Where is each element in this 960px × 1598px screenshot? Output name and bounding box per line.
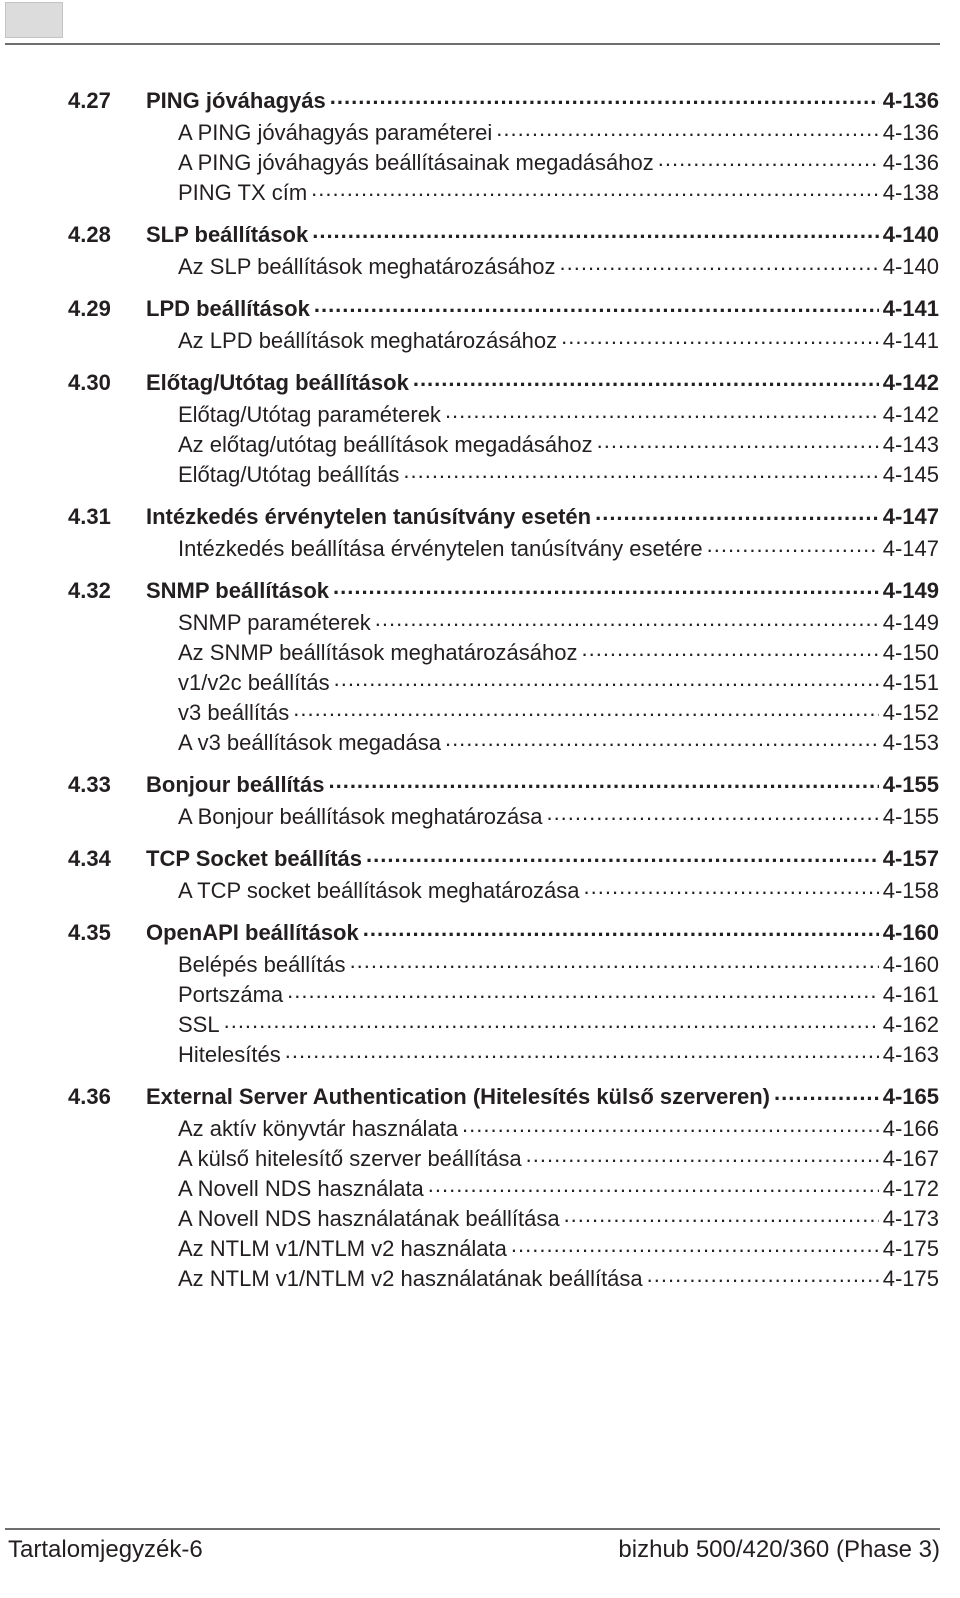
toc-entry-title: LPD beállítások: [146, 296, 310, 321]
toc-page-number: 4-162: [882, 1012, 939, 1037]
toc-section-entry[interactable]: [68, 574, 939, 608]
toc-dot-leader: [328, 770, 878, 792]
toc-dot-leader: [707, 534, 879, 556]
toc-dot-leader: [403, 460, 878, 482]
toc-entry-title: Az aktív könyvtár használata: [178, 1116, 459, 1141]
toc-page-number: 4-149: [882, 610, 939, 635]
toc-dot-leader: [658, 148, 879, 170]
toc-section-number: 4.30: [68, 370, 111, 395]
toc-entry-title: A PING jóváhagyás beállításainak megadásához: [178, 150, 654, 175]
toc-page-number: 4-167: [882, 1146, 939, 1171]
toc-dot-leader: [526, 1144, 879, 1166]
toc-page-number: 4-161: [882, 982, 939, 1007]
toc-page-number: 4-136: [882, 150, 939, 175]
toc-page-number: 4-158: [882, 878, 939, 903]
toc-page-number: 4-155: [882, 804, 939, 829]
toc-entry-title: Az előtag/utótag beállítások megadásához: [178, 432, 593, 457]
toc-dot-leader: [413, 368, 879, 390]
toc-entry-title: SLP beállítások: [146, 222, 309, 247]
toc-page-number: 4-140: [882, 222, 939, 247]
toc-entry-title: v3 beállítás: [178, 700, 290, 725]
toc-entry-title: Előtag/Utótag paraméterek: [178, 402, 441, 427]
toc-page-number: 4-160: [882, 952, 939, 977]
header-tab-box: [5, 2, 63, 38]
toc-subsection-entry[interactable]: [68, 1174, 939, 1204]
toc-dot-leader: [314, 294, 879, 316]
toc-entry-title: A Novell NDS használata: [178, 1176, 424, 1201]
toc-entry-title: A Bonjour beállítások meghatározása: [178, 804, 543, 829]
toc-dot-leader: [445, 728, 879, 750]
toc-dot-leader: [330, 86, 879, 108]
toc-dot-leader: [774, 1082, 879, 1104]
toc-section-number: 4.35: [68, 920, 111, 945]
toc-entry-title: SNMP beállítások: [146, 578, 329, 603]
toc-entry-title: Az NTLM v1/NTLM v2 használatának beállítása: [178, 1266, 643, 1291]
toc-subsection-entry[interactable]: [68, 876, 939, 906]
toc-subsection-entry[interactable]: [68, 980, 939, 1010]
toc-dot-leader: [312, 220, 879, 242]
toc-entry-title: A Novell NDS használatának beállítása: [178, 1206, 560, 1231]
toc-entry-title: External Server Authentication (Hitelesítés külső szerveren): [146, 1084, 770, 1109]
toc-entry-title: SNMP paraméterek: [178, 610, 371, 635]
toc-page-number: 4-141: [882, 328, 939, 353]
toc-dot-leader: [293, 698, 878, 720]
toc-entry-title: PING jóváhagyás: [146, 88, 326, 113]
toc-page-number: 4-145: [882, 462, 939, 487]
footer-product-label: bizhub 500/420/360 (Phase 3): [618, 1536, 940, 1563]
toc-section-entry[interactable]: [68, 842, 939, 876]
toc-page-number: 4-155: [882, 772, 939, 797]
toc-subsection-entry[interactable]: [68, 400, 939, 430]
toc-entry-title: Az SLP beállítások meghatározásához: [178, 254, 556, 279]
footer-divider: [5, 1528, 940, 1530]
toc-entry-title: Előtag/Utótag beállítások: [146, 370, 409, 395]
toc-page-number: 4-142: [882, 402, 939, 427]
toc-subsection-entry[interactable]: [68, 178, 939, 208]
toc-subsection-entry[interactable]: [68, 950, 939, 980]
toc-page-number: 4-136: [882, 88, 939, 113]
toc-page-number: 4-160: [882, 920, 939, 945]
toc-dot-leader: [496, 118, 878, 140]
toc-entry-title: Hitelesítés: [178, 1042, 281, 1067]
toc-section-entry[interactable]: [68, 218, 939, 252]
toc-subsection-entry[interactable]: [68, 1234, 939, 1264]
toc-dot-leader: [560, 252, 879, 274]
toc-page-number: 4-143: [882, 432, 939, 457]
toc-dot-leader: [333, 576, 879, 598]
toc-section-number: 4.34: [68, 846, 111, 871]
toc-page-number: 4-147: [882, 536, 939, 561]
toc-entry-title: TCP Socket beállítás: [146, 846, 363, 871]
toc-section-entry[interactable]: [68, 292, 939, 326]
toc-page-number: 4-149: [882, 578, 939, 603]
footer-page-label: Tartalomjegyzék-6: [8, 1536, 203, 1563]
toc-entry-title: PING TX cím: [178, 180, 308, 205]
toc-subsection-entry[interactable]: [68, 1114, 939, 1144]
toc-subsection-entry[interactable]: [68, 1264, 939, 1294]
toc-page-number: 4-152: [882, 700, 939, 725]
toc-page-number: 4-173: [882, 1206, 939, 1231]
toc-page-number: 4-153: [882, 730, 939, 755]
toc-dot-leader: [224, 1010, 879, 1032]
toc-page-number: 4-147: [882, 504, 939, 529]
toc-subsection-entry[interactable]: [68, 1204, 939, 1234]
toc-dot-leader: [584, 876, 879, 898]
toc-page-number: 4-163: [882, 1042, 939, 1067]
toc-section-number: 4.36: [68, 1084, 111, 1109]
toc-dot-leader: [334, 668, 879, 690]
toc-dot-leader: [287, 980, 879, 1002]
toc-section-entry[interactable]: [68, 366, 939, 400]
toc-section-entry[interactable]: [68, 916, 939, 950]
toc-dot-leader: [445, 400, 879, 422]
toc-subsection-entry[interactable]: [68, 802, 939, 832]
toc-page-number: 4-138: [882, 180, 939, 205]
toc-subsection-entry[interactable]: [68, 638, 939, 668]
toc-subsection-entry[interactable]: [68, 608, 939, 638]
toc-entry-title: A PING jóváhagyás paraméterei: [178, 120, 493, 145]
toc-dot-leader: [581, 638, 878, 660]
toc-entry-title: Az LPD beállítások meghatározásához: [178, 328, 558, 353]
table-of-contents: [68, 84, 939, 1294]
toc-subsection-entry[interactable]: [68, 252, 939, 282]
toc-page-number: 4-166: [882, 1116, 939, 1141]
toc-dot-leader: [366, 844, 879, 866]
toc-entry-title: OpenAPI beállítások: [146, 920, 359, 945]
toc-entry-title: Előtag/Utótag beállítás: [178, 462, 400, 487]
toc-entry-title: Intézkedés beállítása érvénytelen tanúsítvány esetére: [178, 536, 703, 561]
toc-section-entry[interactable]: [68, 1080, 939, 1114]
toc-section-entry[interactable]: [68, 84, 939, 118]
toc-section-number: 4.29: [68, 296, 111, 321]
toc-dot-leader: [311, 178, 879, 200]
toc-page-number: 4-140: [882, 254, 939, 279]
toc-subsection-entry[interactable]: [68, 728, 939, 758]
toc-dot-leader: [363, 918, 879, 940]
toc-page-number: 4-157: [882, 846, 939, 871]
toc-section-number: 4.32: [68, 578, 111, 603]
toc-entry-title: A TCP socket beállítások meghatározása: [178, 878, 580, 903]
toc-dot-leader: [285, 1040, 879, 1062]
toc-dot-leader: [511, 1234, 879, 1256]
toc-dot-leader: [647, 1264, 879, 1286]
toc-page-number: 4-151: [882, 670, 939, 695]
toc-dot-leader: [462, 1114, 879, 1136]
toc-page-number: 4-165: [882, 1084, 939, 1109]
toc-page-number: 4-175: [882, 1236, 939, 1261]
toc-entry-title: A v3 beállítások megadása: [178, 730, 441, 755]
toc-dot-leader: [350, 950, 879, 972]
toc-entry-title: Portszáma: [178, 982, 284, 1007]
toc-page-number: 4-141: [882, 296, 939, 321]
toc-section-number: 4.27: [68, 88, 111, 113]
toc-entry-title: Belépés beállítás: [178, 952, 346, 977]
toc-dot-leader: [564, 1204, 879, 1226]
toc-subsection-entry[interactable]: [68, 430, 939, 460]
toc-dot-leader: [597, 430, 879, 452]
toc-subsection-entry[interactable]: [68, 1040, 939, 1070]
toc-subsection-entry[interactable]: [68, 148, 939, 178]
toc-entry-title: Intézkedés érvénytelen tanúsítvány esetén: [146, 504, 592, 529]
toc-page-number: 4-175: [882, 1266, 939, 1291]
toc-dot-leader: [546, 802, 878, 824]
toc-entry-title: v1/v2c beállítás: [178, 670, 330, 695]
toc-subsection-entry[interactable]: [68, 698, 939, 728]
toc-section-entry[interactable]: [68, 500, 939, 534]
toc-subsection-entry[interactable]: [68, 460, 939, 490]
toc-entry-title: A külső hitelesítő szerver beállítása: [178, 1146, 522, 1171]
toc-page-number: 4-150: [882, 640, 939, 665]
toc-dot-leader: [595, 502, 879, 524]
toc-page-number: 4-142: [882, 370, 939, 395]
toc-entry-title: SSL: [178, 1012, 220, 1037]
toc-subsection-entry[interactable]: [68, 668, 939, 698]
toc-section-number: 4.31: [68, 504, 111, 529]
toc-section-entry[interactable]: [68, 768, 939, 802]
toc-entry-title: Az NTLM v1/NTLM v2 használata: [178, 1236, 507, 1261]
toc-page-number: 4-136: [882, 120, 939, 145]
toc-dot-leader: [375, 608, 879, 630]
toc-subsection-entry[interactable]: [68, 118, 939, 148]
toc-entry-title: Az SNMP beállítások meghatározásához: [178, 640, 578, 665]
toc-subsection-entry[interactable]: [68, 534, 939, 564]
toc-dot-leader: [561, 326, 879, 348]
toc-subsection-entry[interactable]: [68, 326, 939, 356]
header-divider: [5, 43, 940, 45]
toc-section-number: 4.28: [68, 222, 111, 247]
toc-section-number: 4.33: [68, 772, 111, 797]
toc-page-number: 4-172: [882, 1176, 939, 1201]
toc-entry-title: Bonjour beállítás: [146, 772, 325, 797]
toc-subsection-entry[interactable]: [68, 1010, 939, 1040]
toc-subsection-entry[interactable]: [68, 1144, 939, 1174]
toc-dot-leader: [428, 1174, 879, 1196]
